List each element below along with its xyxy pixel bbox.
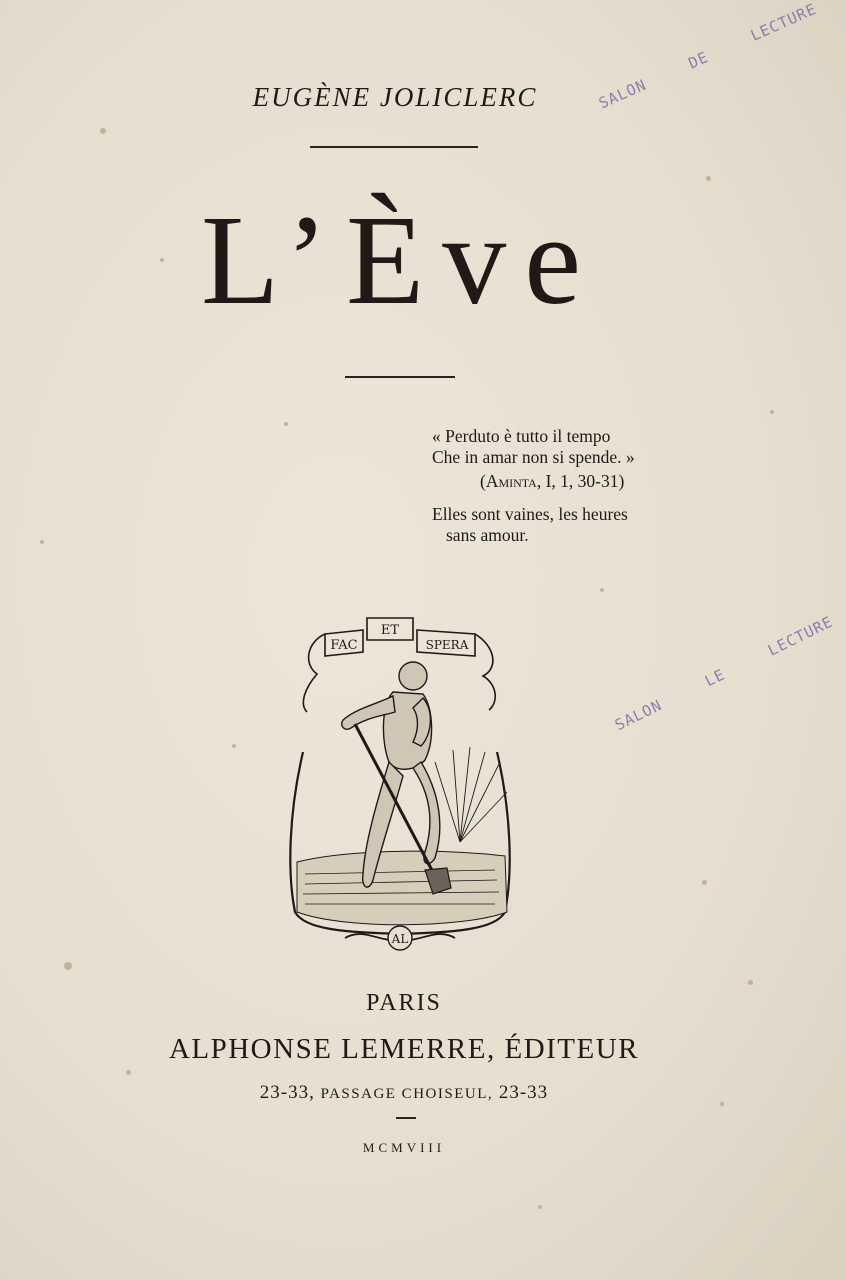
epigraph-line: « Perduto è tutto il tempo [432,426,611,446]
paper-speck [770,410,774,414]
book-title: L’Ève [200,189,600,331]
paper-speck [284,422,288,426]
epigraph-line: Che in amar non si spende. » [432,447,635,467]
paper-speck [40,540,44,544]
emblem-motto-fac: FAC [330,638,358,653]
publisher-emblem-illustration [285,612,515,952]
publication-year: MCMVIII [362,1140,446,1155]
emblem-monogram: AL [391,932,409,946]
emblem-motto-spera: SPERA [425,638,469,652]
paper-speck [702,880,707,885]
paper-speck [64,962,72,970]
epigraph [432,426,752,546]
paper-speck [706,176,711,181]
library-stamp-top: SALON DE LECTURE [596,0,820,113]
paper-speck [126,1070,131,1075]
author-name: EUGÈNE JOLICLERC [252,82,538,112]
emblem-motto-et: ET [380,623,400,638]
epigraph-translation: sans amour. [446,525,529,545]
address-number: 23-33, [259,1082,315,1103]
paper-speck [600,588,604,592]
title-divider [345,376,455,378]
paper-speck [748,980,753,985]
imprint-city: PARIS [366,990,442,1016]
imprint-divider [396,1117,416,1119]
epigraph-translation: Elles sont vaines, les heures [432,504,628,524]
paper-speck [100,128,106,134]
paper-speck [232,744,236,748]
author-divider [310,146,478,148]
paper-speck [538,1205,542,1209]
imprint-address [0,1082,808,1104]
imprint-publisher: ALPHONSE LEMERRE, ÉDITEUR [168,1033,640,1065]
epigraph-reference: (Aminta, I, 1, 30-31) [480,471,625,491]
library-stamp-middle: SALON LE LECTURE [612,612,837,735]
address-street: PASSAGE CHOISEUL, [320,1086,494,1102]
address-number: 23-33 [498,1082,549,1103]
